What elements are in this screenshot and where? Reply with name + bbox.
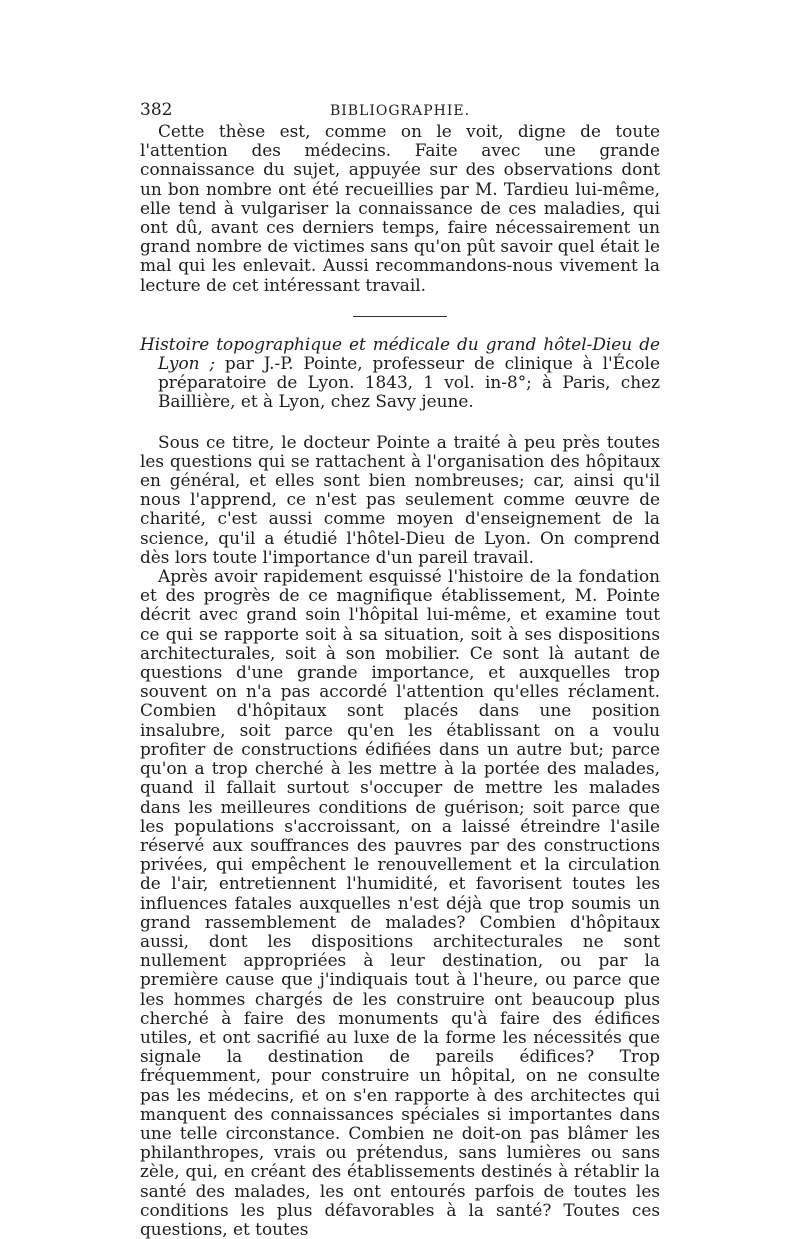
entry-title: Histoire topographique et médicale du grand hôtel-Dieu de Lyon ; xyxy=(140,333,660,374)
closing-paragraph: Cette thèse est, comme on le voit, digne de toute l'attention des médecins. Faite avec une grande connaissance du sujet, appuyée sur des observations dont un bon nombre ont été recueillies par M. Tardieu lui-même, elle tend à vulgariser la connaissance de ces maladies, qui ont dû, avant ces derniers temps, faire nécessairement un grand nombre de victimes sans qu'on pût savoir quel était le mal qui les enlevait. Aussi recommandons-nous vivement la lecture de cet intéressant travail. xyxy=(140,121,660,295)
entry-details: par J.-P. Pointe, professeur de clinique à l'École préparatoire de Lyon. 1843, 1 vol. in-8°; à Paris, chez Baillière, et à Lyon, chez Savy jeune. xyxy=(158,353,660,412)
page-number: 382 xyxy=(140,100,173,120)
section-divider xyxy=(353,316,447,317)
text-column xyxy=(140,100,660,1239)
running-head: BIBLIOGRAPHIE. xyxy=(329,103,471,119)
paragraph-spacer xyxy=(140,412,660,433)
bibliographic-entry xyxy=(140,335,660,412)
review-paragraph-2: Après avoir rapidement esquissé l'histoire de la fondation et des progrès de ce magnifique établissement, M. Pointe décrit avec grand soin l'hôpital lui-même, et examine tout ce qui se rapporte soit à sa situation, soit à ses dispositions architecturales, soit à son mobilier. Ce sont là autant de questions d'une grande importance, et auxquelles trop souvent on n'a pas accordé l'attention qu'elles réclament. Combien d'hôpitaux sont placés dans une position insalubre, soit parce qu'en les établissant on a voulu profiter de constructions édifiées dans un autre but; parce qu'on a trop cherché à les mettre à la portée des malades, quand il fallait surtout s'occuper de mettre les malades dans les meilleures conditions de guérison; soit parce que les populations s'accroissant, on a laissé étreindre l'asile réservé aux souffrances des pauvres par des constructions privées, qui empêchent le renouvellement et la circulation de l'air, entretiennent l'humidité, et favorisent toutes les influences fatales auxquelles n'est déjà que trop soumis un grand rassemblement de malades? Combien d'hôpitaux aussi, dont les dispositions architecturales ne sont nullement appropriées à leur destination, ou par la première cause que j'indiquais tout à l'heure, ou parce que les hommes chargés de les construire ont beaucoup plus cherché à faire des monuments qu'à faire des édifices utiles, et ont sacrifié au luxe de la forme les nécessités que signale la destination de pareils édifices? Trop fréquemment, pour construire un hôpital, on ne consulte pas les médecins, et on s'en rapporte à des architectes qui manquent des connaissances spéciales si importantes dans une telle circonstance. Combien ne doit-on pas blâmer les philanthropes, vrais ou prétendus, sans lumières ou sans zèle, qui, en créant des établissements destinés à rétablir la santé des malades, les ont entourés parfois de toutes les conditions les plus défavorables à la santé? Toutes ces questions, et toutes xyxy=(140,566,660,1239)
review-paragraph-1: Sous ce titre, le docteur Pointe a traité à peu près toutes les questions qui se rattachent à l'organisation des hôpitaux en général, et elles sont bien nombreuses; car, ainsi qu'il nous l'apprend, ce n'est pas seulement comme œuvre de charité, c'est aussi comme moyen d'enseignement de la science, qu'il a étudié l'hôtel-Dieu de Lyon. On comprend dès lors toute l'importance d'un pareil travail. xyxy=(140,431,660,567)
page-header xyxy=(140,100,660,122)
